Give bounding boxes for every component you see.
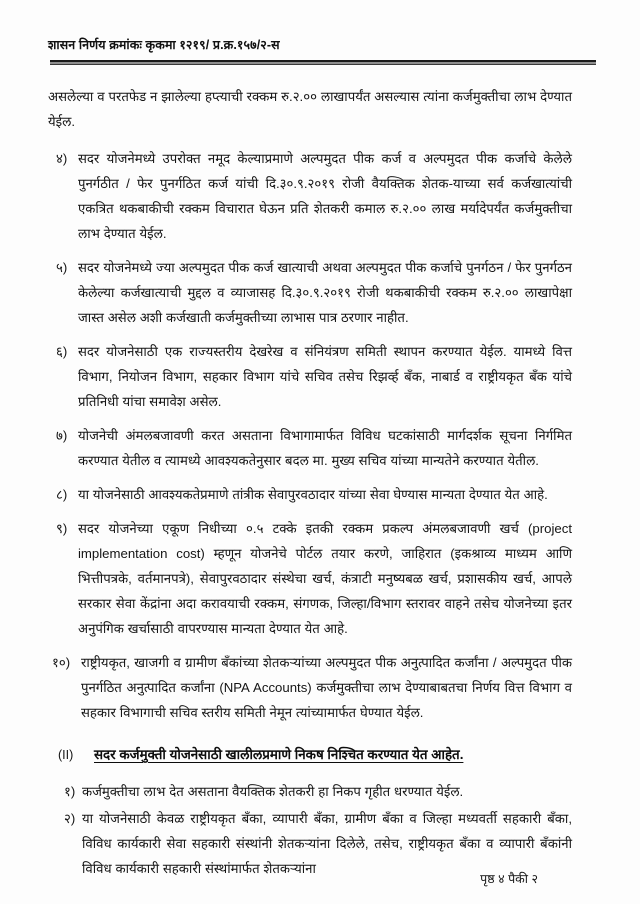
item-text: कर्जमुक्तीचा लाभ देत असताना वैयक्तिक शेतकरी हा निकप गृहीत धरण्यात येईल. <box>82 784 464 799</box>
item-text: सदर योजनेमध्ये उपरोक्त नमूद केल्याप्रमाणे अल्पमुदत पीक कर्ज व अल्पमुदत पीक कर्जाचे केलेले पुनर्गठीत / फेर पुनर्गठित कर्ज यांची दि.३०.९.२०१९ रोजी वैयक्तिक शेतक-याच्या सर्व कर्जखात्यांची एकत्रित थकबाकीची रक्कम विचारात घेऊन प्रति शेतकरी कमाल रु.२.०० लाख मर्यादेपर्यंत कर्जमुक्तीचा लाभ देण्यात येईल. <box>78 151 572 241</box>
lead-paragraph-text: असलेल्या व परतफेड न झालेल्या हप्त्याची रक्कम रु.२.०० लाखापर्यंत असल्यास त्यांना कर्जमुक्तीचा लाभ देण्यात येईल. <box>48 89 572 129</box>
section-heading-text: सदर कर्जमुक्ती योजनेसाठी खालीलप्रमाणे निकष निश्चित करण्यात येत आहेत. <box>94 747 464 762</box>
document-body <box>48 84 572 883</box>
item-marker: ८) <box>56 487 68 502</box>
item-marker: ५) <box>56 260 68 275</box>
numbered-item <box>48 146 572 246</box>
document-header <box>48 36 592 56</box>
item-marker: ४) <box>56 151 68 166</box>
numbered-item <box>48 339 572 414</box>
item-text: या योजनेसाठी केवळ राष्ट्रीयकृत बँका, व्यापारी बँका, ग्रामीण बँका व जिल्हा मध्यवर्ती सहकारी बँका, विविध कार्यकारी सेवा सहकारी संस्थांनी शेतकऱ्यांना दिलेले, तसेच, राष्ट्रीयकृत बँका व व्यापारी बँकांनी विविध कार्यकारी सहकारी संस्थांमार्फत शेतकऱ्यांना <box>82 811 572 876</box>
lead-paragraph <box>48 84 572 134</box>
item-text: या योजनेसाठी आवश्यकतेप्रमाणे तांत्रीक सेवापुरवठादार यांच्या सेवा घेण्यास मान्यता देण्यात येत आहे. <box>78 487 548 502</box>
item-text: सदर योजनेच्या एकूण निधीच्या ०.५ टक्के इतकी रक्कम प्रकल्प अंमलबजावणी खर्च (project implementation cost) म्हणून योजनेचे पोर्टल तयार करणे, जाहिरात (इकश्राव्य माध्यम आणि भित्तीपत्रके, वर्तमानपत्रे), सेवापुरवठादार संस्थेचा खर्च, कंत्राटी मनुष्यबळ खर्च, प्रशासकीय खर्च, आपले सरकार सेवा केंद्रांना अदा करावयाची रक्कम, संगणक, जिल्हा/विभाग स्तरावर वाहने तसेच योजनेच्या इतर अनुपंगिक खर्चासाठी वापरण्यास मान्यता देण्यात येत आहे. <box>78 521 572 636</box>
item-text: योजनेची अंमलबजावणी करत असताना विभागामार्फत विविध घटकांसाठी मार्गदर्शक सूचना निर्गमित करण्यात येतील व त्यामध्ये आवश्यकतेनुसार बदल मा. मुख्य सचिव यांच्या मान्यतेने करण्यात येतील. <box>78 428 572 468</box>
item-text: राष्ट्रीयकृत, खाजगी व ग्रामीण बँकांच्या शेतकऱ्यांच्या अल्पमुदत पीक अनुत्पादित कर्जांना / अल्पमुदत पीक पुनर्गठित अनुत्पादित कर्जांना (NPA Accounts) कर्जमुक्तीचा लाभ देण्याबाबतचा निर्णय वित्त विभाग व सहकार विभागाची सचिव स्तरीय समिती नेमून त्यांच्यामार्फत घेण्यात येईल. <box>81 655 572 720</box>
government-resolution-reference: शासन निर्णय क्रमांकः कृकमा १२१९/ प्र.क्र.१५७/२-स <box>48 38 280 52</box>
numbered-item <box>48 255 572 330</box>
section-marker: (II) <box>58 748 74 762</box>
item-text: सदर योजनेमध्ये ज्या अल्पमुदत पीक कर्ज खात्याची अथवा अल्पमुदत पीक कर्जाचे पुनर्गठन / फेर पुनर्गठन केलेल्या कर्जखात्याची मुद्दल व व्याजासह दि.३०.९.२०१९ रोजी थकबाकीची रक्कम रु.२.०० लाखापेक्षा जास्त असेल अशी कर्जखाती कर्जमुक्तीच्या लाभास पात्र ठरणार नाहीत. <box>78 260 572 325</box>
section-numbered-item <box>48 779 572 804</box>
item-marker: ९) <box>56 521 68 536</box>
numbered-item <box>48 423 572 473</box>
page-number-label: पृष्ठ ४ पैकी २ <box>480 872 538 886</box>
document-footer <box>48 870 580 888</box>
item-marker: १०) <box>52 655 71 670</box>
item-text: सदर योजनेसाठी एक राज्यस्तरीय देखरेख व संनियंत्रण समिती स्थापन करण्यात येईल. यामध्ये वित्त विभाग, नियोजन विभाग, सहकार विभाग यांचे सचिव तसेच रिझर्व्ह बँक, नाबार्ड व राष्ट्रीयकृत बँक यांचे प्रतिनिधी यांचा समावेश असेल. <box>78 344 572 409</box>
item-marker: ६) <box>56 344 68 359</box>
section-heading <box>48 743 572 767</box>
numbered-item <box>48 482 572 507</box>
section-item-list <box>48 779 572 881</box>
item-marker: ७) <box>56 428 68 443</box>
header-divider-rule <box>50 60 596 65</box>
item-marker: २) <box>64 811 76 826</box>
numbered-item <box>48 650 572 725</box>
numbered-item <box>48 516 572 641</box>
item-marker: १) <box>64 784 76 799</box>
